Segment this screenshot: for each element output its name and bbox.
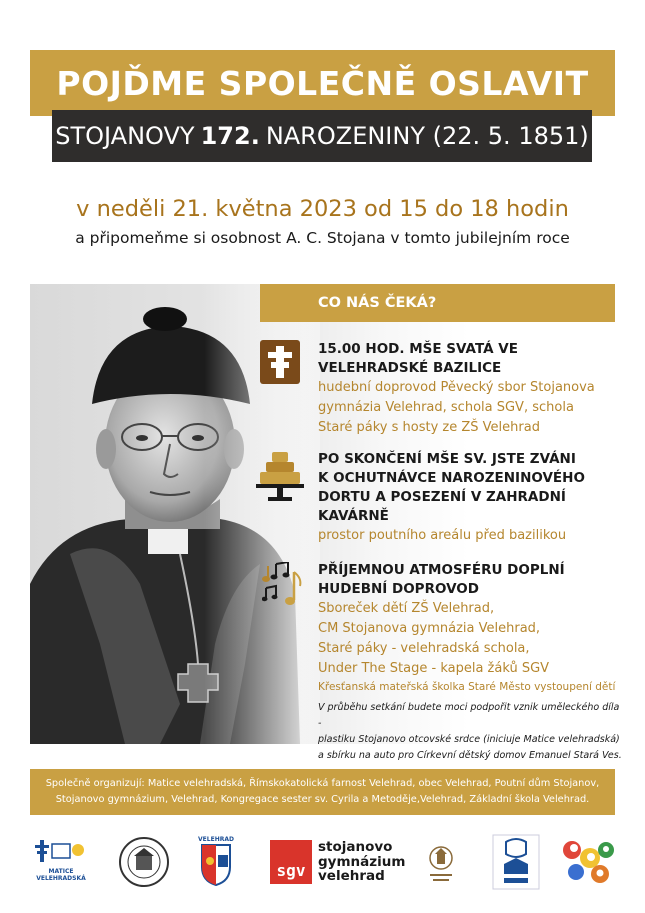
program-header-text: CO NÁS ČEKÁ?	[318, 295, 437, 311]
program-item-title: PŘÍJEMNOU ATMOSFÉRU DOPLNÍ HUDEBNÍ DOPROVOD	[318, 562, 565, 597]
organizers-banner	[30, 769, 615, 815]
logos-row	[30, 832, 615, 892]
subheadline-banner	[52, 110, 592, 162]
obec-velehrad-logo: VELEHRAD	[196, 836, 236, 890]
subheadline-number: 172.	[200, 122, 260, 150]
program-item-detail: prostor poutního areálu před bazilikou	[318, 528, 567, 543]
subheadline-after: NAROZENINY (22. 5. 1851)	[265, 122, 589, 150]
program-item-detail: hudební doprovod Pěvecký sbor Stojanova gymnázia Velehrad, schola SGV, schola Staré páky s hosty ze ZŠ Velehrad	[318, 380, 595, 435]
program-item-mass	[318, 340, 618, 438]
music-notes-icon	[262, 562, 304, 606]
support-note: V průběhu setkání budete moci podpořit vznik uměleckého díla - plastiku Stojanovo otcovské srdce (iniciuje Matice velehradská) a sbírku na auto pro Církevní dětský domov Emanuel Stará Ves.	[318, 702, 622, 761]
program-item-title: PO SKONČENÍ MŠE SV. JSTE ZVÁNI K OCHUTNÁVCE NAROZENINOVÉHO DORTU A POSEZENÍ V ZAHRADNÍ KAVÁRNĚ	[318, 451, 585, 524]
program-item-note: Křesťanská mateřská školka Staré Město vystoupení dětí	[318, 681, 616, 693]
zs-velehrad-logo	[492, 834, 540, 890]
matice-cross-icon	[30, 838, 92, 864]
subheadline-before: STOJANOVY	[55, 122, 195, 150]
headline-banner	[30, 50, 615, 116]
program-item-music	[318, 561, 618, 695]
headline-text: POJĎME SPOLEČNĚ OSLAVIT	[56, 63, 589, 103]
event-subtitle: a připomeňme si osobnost A. C. Stojana v tomto jubilejním roce	[75, 229, 570, 247]
cake-icon	[256, 452, 304, 502]
cross-icon	[260, 340, 300, 384]
velehrad-coat-of-arms-icon	[196, 843, 236, 887]
program-item-title: 15.00 HOD. MŠE SVATÁ VE VELEHRADSKÉ BAZILICE	[318, 341, 518, 376]
sgv-mark: sgv	[270, 840, 312, 884]
organizers-line: Společně organizují: Matice velehradská, Římskokatolická farnost Velehrad, obec Velehrad, Poutní dům Stojanov,	[45, 778, 600, 789]
sgv-logo	[270, 839, 406, 886]
program-header	[260, 284, 615, 322]
kindergarten-logo	[560, 836, 616, 888]
program-item-cake	[318, 450, 618, 546]
program-item-detail: Sboreček dětí ZŠ Velehrad, CM Stojanova gymnázia Velehrad, Staré páky - velehradská schola, Under The Stage - kapela žáků SGV	[318, 601, 550, 676]
matice-velehradska-logo: MATICE VELEHRADSKÁ	[30, 838, 92, 886]
sgv-name: stojanovo gymnázium velehrad	[318, 839, 406, 884]
organizers-line: Stojanovo gymnázium, Velehrad, Kongregace sester sv. Cyrila a Metoděje,Velehrad, Základní škola Velehrad.	[55, 794, 590, 805]
poutni-dum-logo	[426, 842, 456, 886]
farnost-seal-logo	[118, 836, 170, 888]
event-date: v neděli 21. května 2023 od 15 do 18 hodin	[76, 196, 569, 222]
